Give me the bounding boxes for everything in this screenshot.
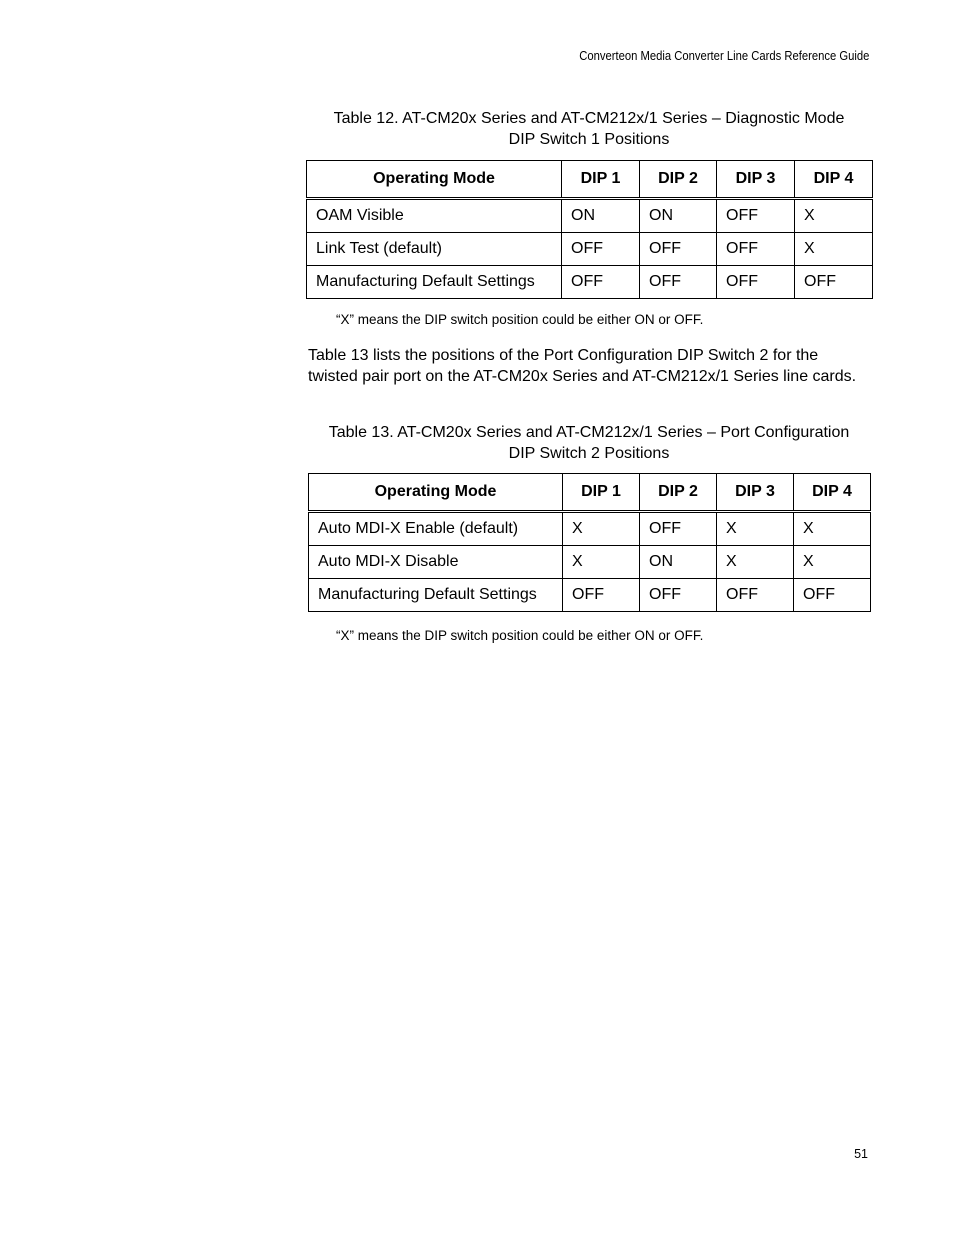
table12-header-cell: DIP 1 xyxy=(562,161,640,199)
table-cell: ON xyxy=(640,199,717,233)
table13-note: “X” means the DIP switch position could be either ON or OFF. xyxy=(336,628,704,643)
table-cell: OFF xyxy=(795,266,873,299)
table-cell: OFF xyxy=(717,233,795,266)
table-cell: X xyxy=(795,199,873,233)
table13-header-cell: Operating Mode xyxy=(309,474,563,512)
table-cell: ON xyxy=(562,199,640,233)
table13-header-row xyxy=(309,474,871,512)
table-row xyxy=(309,546,871,579)
table13-caption-line1: Table 13. AT-CM20x Series and AT-CM212x/1 Series – Port Configuration xyxy=(328,424,850,441)
body-paragraph: Table 13 lists the positions of the Port Configuration DIP Switch 2 for the twisted pair port on the AT-CM20x Series and AT-CM212x/1 Series line cards. xyxy=(308,347,857,385)
table12-note: “X” means the DIP switch position could be either ON or OFF. xyxy=(336,312,704,327)
table12 xyxy=(306,160,873,299)
table-cell: X xyxy=(794,546,871,579)
table-cell: X xyxy=(795,233,873,266)
table-cell: OFF xyxy=(794,579,871,612)
table13-header-cell: DIP 1 xyxy=(563,474,640,512)
table12-header-cell: DIP 3 xyxy=(717,161,795,199)
table-cell: Manufacturing Default Settings xyxy=(309,579,563,612)
table13 xyxy=(308,473,871,612)
table12-header-cell: DIP 4 xyxy=(795,161,873,199)
table-row xyxy=(309,579,871,612)
table-row xyxy=(309,512,871,546)
table-cell: Auto MDI-X Enable (default) xyxy=(309,512,563,546)
table-cell: X xyxy=(717,512,794,546)
table-cell: Link Test (default) xyxy=(307,233,562,266)
table-row xyxy=(307,199,873,233)
table12-header-cell: DIP 2 xyxy=(640,161,717,199)
table-cell: ON xyxy=(640,546,717,579)
table-cell: OFF xyxy=(640,233,717,266)
table-cell: OFF xyxy=(640,579,717,612)
table12-caption-line2: DIP Switch 1 Positions xyxy=(508,131,670,148)
table13-caption-line2: DIP Switch 2 Positions xyxy=(508,445,670,462)
table-cell: X xyxy=(563,512,640,546)
table-row xyxy=(307,266,873,299)
table-cell: X xyxy=(563,546,640,579)
table13-header-cell: DIP 3 xyxy=(717,474,794,512)
table-row xyxy=(307,233,873,266)
table-cell: OFF xyxy=(717,199,795,233)
table-cell: OAM Visible xyxy=(307,199,562,233)
table12-header-row xyxy=(307,161,873,199)
table-cell: X xyxy=(794,512,871,546)
table-cell: OFF xyxy=(563,579,640,612)
table13-header-cell: DIP 2 xyxy=(640,474,717,512)
table-cell: OFF xyxy=(562,233,640,266)
table-cell: OFF xyxy=(640,266,717,299)
table12-header-cell: Operating Mode xyxy=(307,161,562,199)
running-header: Converteon Media Converter Line Cards Reference Guide xyxy=(578,49,869,63)
page-number: 51 xyxy=(854,1147,868,1161)
table-cell: OFF xyxy=(717,266,795,299)
table-cell: OFF xyxy=(640,512,717,546)
table-cell: OFF xyxy=(717,579,794,612)
table13-header-cell: DIP 4 xyxy=(794,474,871,512)
table12-caption-line1: Table 12. AT-CM20x Series and AT-CM212x/1 Series – Diagnostic Mode xyxy=(333,110,845,127)
table-cell: Manufacturing Default Settings xyxy=(307,266,562,299)
table12-caption xyxy=(309,108,869,150)
table-cell: X xyxy=(717,546,794,579)
table-cell: OFF xyxy=(562,266,640,299)
table-cell: Auto MDI-X Disable xyxy=(309,546,563,579)
table13-caption xyxy=(309,422,869,464)
